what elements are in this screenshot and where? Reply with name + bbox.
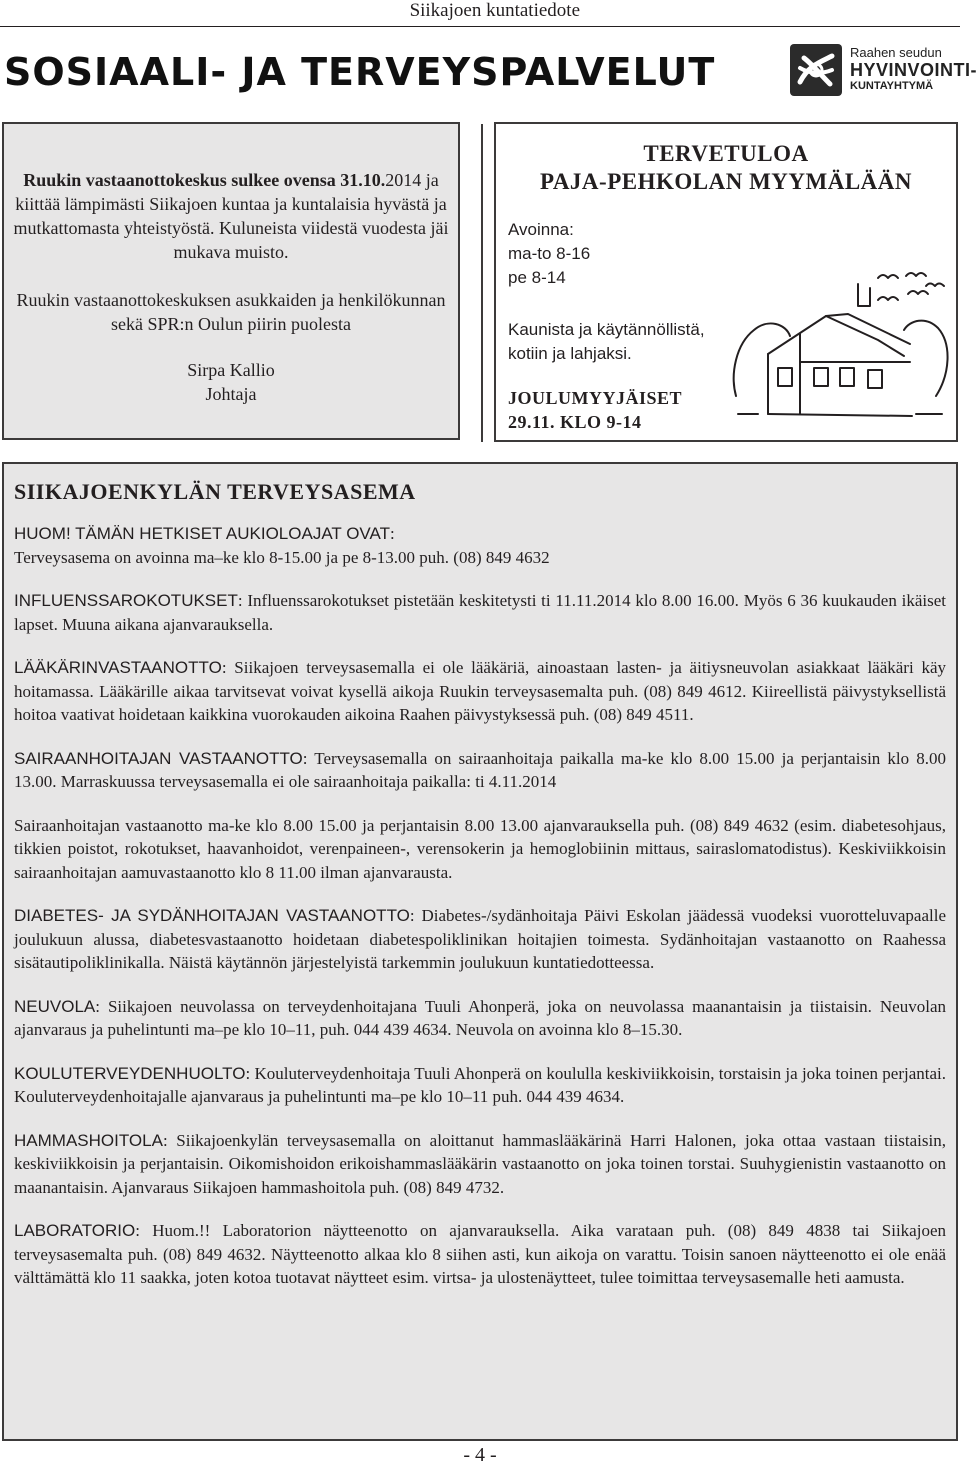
doctor-label: LÄÄKÄRINVASTAANOTTO bbox=[14, 658, 222, 677]
school-health-label: KOULUTERVEYDENHUOLTO bbox=[14, 1063, 246, 1083]
signer-name: Sirpa Kallio bbox=[187, 360, 275, 380]
page-number bbox=[0, 1444, 960, 1467]
shop-description-line-2: kotiin ja lahjaksi. bbox=[508, 344, 632, 363]
running-head: Siikajoen kuntatiedote bbox=[409, 0, 580, 21]
closing-notice-lead: Ruukin vastaanottokeskus sulkee ovensa 31.10. bbox=[23, 170, 386, 190]
health-center-title: SIIKAJOENKYLÄN TERVEYSASEMA bbox=[14, 479, 416, 504]
influenza-label: INFLUENSSAROKOTUKSET bbox=[14, 591, 238, 610]
shop-title-line-1: TERVETULOA bbox=[643, 141, 809, 166]
nurse-text: : Terveysasemalla on sairaanhoitaja paikalla ma-ke klo 8.00 15.00 ja perjantaisin klo 8.00 13.00. Marraskuussa terveysasemalla ei ole sairaanhoitaja paikalla: ti 4.11.2014 bbox=[14, 748, 946, 791]
page-number-text: - 4 - bbox=[457, 1444, 502, 1466]
signer-role: Johtaja bbox=[205, 384, 257, 404]
influenza-paragraph bbox=[14, 589, 946, 636]
shop-description bbox=[508, 318, 705, 366]
organization-logo bbox=[790, 44, 977, 96]
opening-hours-paragraph bbox=[14, 522, 946, 569]
logo-line-3: KUNTAYHTYMÄ bbox=[850, 80, 934, 92]
closing-notice-thanks: Ruukin vastaanottokeskuksen asukkaiden ja henkilökunnan sekä SPR:n Oulun piirin puolesta bbox=[16, 290, 446, 334]
influenza-text: : Influenssarokotukset pistetään keskitetysti ti 11.11.2014 klo 8.00 16.00. Myös 6 36 kuukauden ikäiset lapset. Muuna aikana ajanvarauksella. bbox=[14, 591, 946, 634]
doctor-text: : Siikajoen terveysasemalla ei ole lääkäriä, ainoastaan lasten- ja äitiysneuvolan asiakkaat lääkäri käy hoitamassa. Lääkärille aikaa tarvitsevat voivat kysellä aikoja Ruukin terveysasemalta puh. (08) 849 4612. Kiireellistä päivystyksellistä hoitoa vaativat hoidetaan kaikkina vuorokauden aikoina Raahen päivystyksessä puh. (08) 849 4511. bbox=[14, 658, 946, 724]
shop-hours-label: Avoinna: bbox=[508, 220, 574, 239]
shop-hours bbox=[508, 218, 590, 290]
nurse-paragraph bbox=[14, 747, 946, 794]
school-health-paragraph bbox=[14, 1062, 946, 1109]
opening-hours-colon: : bbox=[389, 524, 395, 543]
school-health-text: : Kouluterveydenhoitaja Tuuli Ahonperä on koululla keskiviikkoisin, torstaisin ja joka toinen perjantai. Kouluterveydenhoitajalle ajanvaraus ja puhelintunti ma–pe klo 10–11 puh. 044 439 4634. bbox=[14, 1063, 946, 1106]
house-illustration-icon bbox=[728, 264, 956, 440]
diabetes-label: DIABETES- JA SYDÄNHOITAJAN VASTAANOTTO bbox=[14, 906, 410, 925]
laboratory-text: : Huom.!! Laboratorion näytteenotto on ajanvarauksella. Aika varataan puh. (08) 849 4838 tai Siikajoen terveysasemalta puh. (08) 849 4632. Näytteenotto alkaa klo 8 siihen asti, kun aikoja on varattu. Toisin sanoen näytteenotto ei ole enää välttämättä klo 11 saakka, joten kotoa tuotavat näytteet esim. virtsa- ja ulostenäytteet, tulee toimittaa terveysasemalle heti aamusta. bbox=[14, 1221, 946, 1287]
shop-title bbox=[496, 140, 956, 196]
shop-hours-weekdays: ma-to 8-16 bbox=[508, 244, 591, 263]
maternity-clinic-text: : Siikajoen neuvolassa on terveydenhoitajana Tuuli Ahonperä, joka on neuvolassa maanantaisin ja tiistaisin. Neuvolan ajanvaraus ja puhelintunti ma–pe klo 10–11, puh. 044 439 4634. Neuvola on avoinna klo 8–15.30. bbox=[14, 996, 946, 1039]
shop-description-line-1: Kaunista ja käytännöllistä, bbox=[508, 320, 705, 339]
diabetes-paragraph bbox=[14, 904, 946, 975]
closing-notice-rest: 2014 ja kiittää lämpimästi Siikajoen kuntaa ja kuntalaisia hyvästä ja mutkattomasta yhteistyöstä. Kuluneista viidestä vuodesta jäi mukava muisto. bbox=[13, 170, 449, 262]
dental-label: HAMMASHOITOLA bbox=[14, 1130, 163, 1150]
nurse-label: SAIRAANHOITAJAN VASTAANOTTO bbox=[14, 748, 303, 768]
christmas-market-title: JOULUMYYJÄISET bbox=[508, 388, 683, 408]
shop-ad-box bbox=[494, 122, 958, 442]
opening-hours-text: Terveysasema on avoinna ma–ke klo 8-15.00 ja pe 8-13.00 puh. (08) 849 4632 bbox=[14, 547, 550, 567]
header-rule bbox=[0, 26, 960, 27]
diabetes-text: : Diabetes-/sydänhoitaja Päivi Eskolan jäädessä vuodeksi vuorotteluvapaalle joulukuun alussa, diabetesvastaanotto hoidetaan diabetespoliklinikan hoitajien toimesta. Sydänhoitajan vastaanotto on Raahessa sisätautipoliklinikalla. Näistä käytännön järjestelyistä tarkemmin joulukuun kuntatiedotteessa. bbox=[14, 906, 947, 972]
nurse-hours-paragraph: Sairaanhoitajan vastaanotto ma-ke klo 8.00 15.00 ja perjantaisin 8.00 13.00 ajanvarauksella puh. (08) 849 4632 (esim. diabetesohjaus, tikkien poistot, rokotukset, haavanhoidot, verenpaineen-, verensokerin ja hemoglobiinin mittaus, sairaslomatodistus). Keskiviikkoisin sairaanhoitajan aamuvastaanotto klo 8 11.00 ilman ajanvarausta. bbox=[14, 815, 946, 882]
shop-title-line-2: PAJA-PEHKOLAN MYYMÄLÄÄN bbox=[539, 169, 912, 194]
laboratory-paragraph bbox=[14, 1219, 946, 1290]
logo-line-2: HYVINVOINTI- bbox=[850, 60, 977, 80]
page-title: SOSIAALI- JA TERVEYSPALVELUT bbox=[4, 50, 716, 94]
closing-notice-box bbox=[2, 122, 460, 440]
shop-hours-friday: pe 8-14 bbox=[508, 268, 566, 287]
health-center-section bbox=[2, 462, 958, 1441]
doctor-paragraph bbox=[14, 656, 946, 727]
maternity-clinic-paragraph bbox=[14, 995, 946, 1042]
opening-hours-label: HUOM! TÄMÄN HETKISET AUKIOLOAJAT OVAT bbox=[14, 524, 390, 543]
dental-paragraph bbox=[14, 1129, 946, 1200]
closing-notice-text bbox=[4, 168, 458, 264]
laboratory-label: LABORATORIO bbox=[14, 1221, 136, 1240]
knot-logo-icon bbox=[790, 44, 842, 96]
christmas-market-date: 29.11. KLO 9-14 bbox=[508, 412, 642, 432]
logo-line-1: Raahen seudun bbox=[850, 45, 942, 60]
dental-text: : Siikajoenkylän terveysasemalla on aloittanut hammaslääkärinä Harri Halonen, joka ottaa vastaan tiistaisin, keskiviikkoisin ja perjantaisin. Oikomishoidon erikoishammaslääkärin vastaanotto on joka toinen torstai. Suuhygienistin vastaanotto on maanantaisin. Ajanvaraus Siikajoen hammashoitola puh. (08) 849 4732. bbox=[14, 1130, 946, 1197]
maternity-clinic-label: NEUVOLA bbox=[14, 996, 96, 1016]
christmas-market bbox=[508, 386, 682, 434]
column-divider bbox=[481, 124, 483, 442]
